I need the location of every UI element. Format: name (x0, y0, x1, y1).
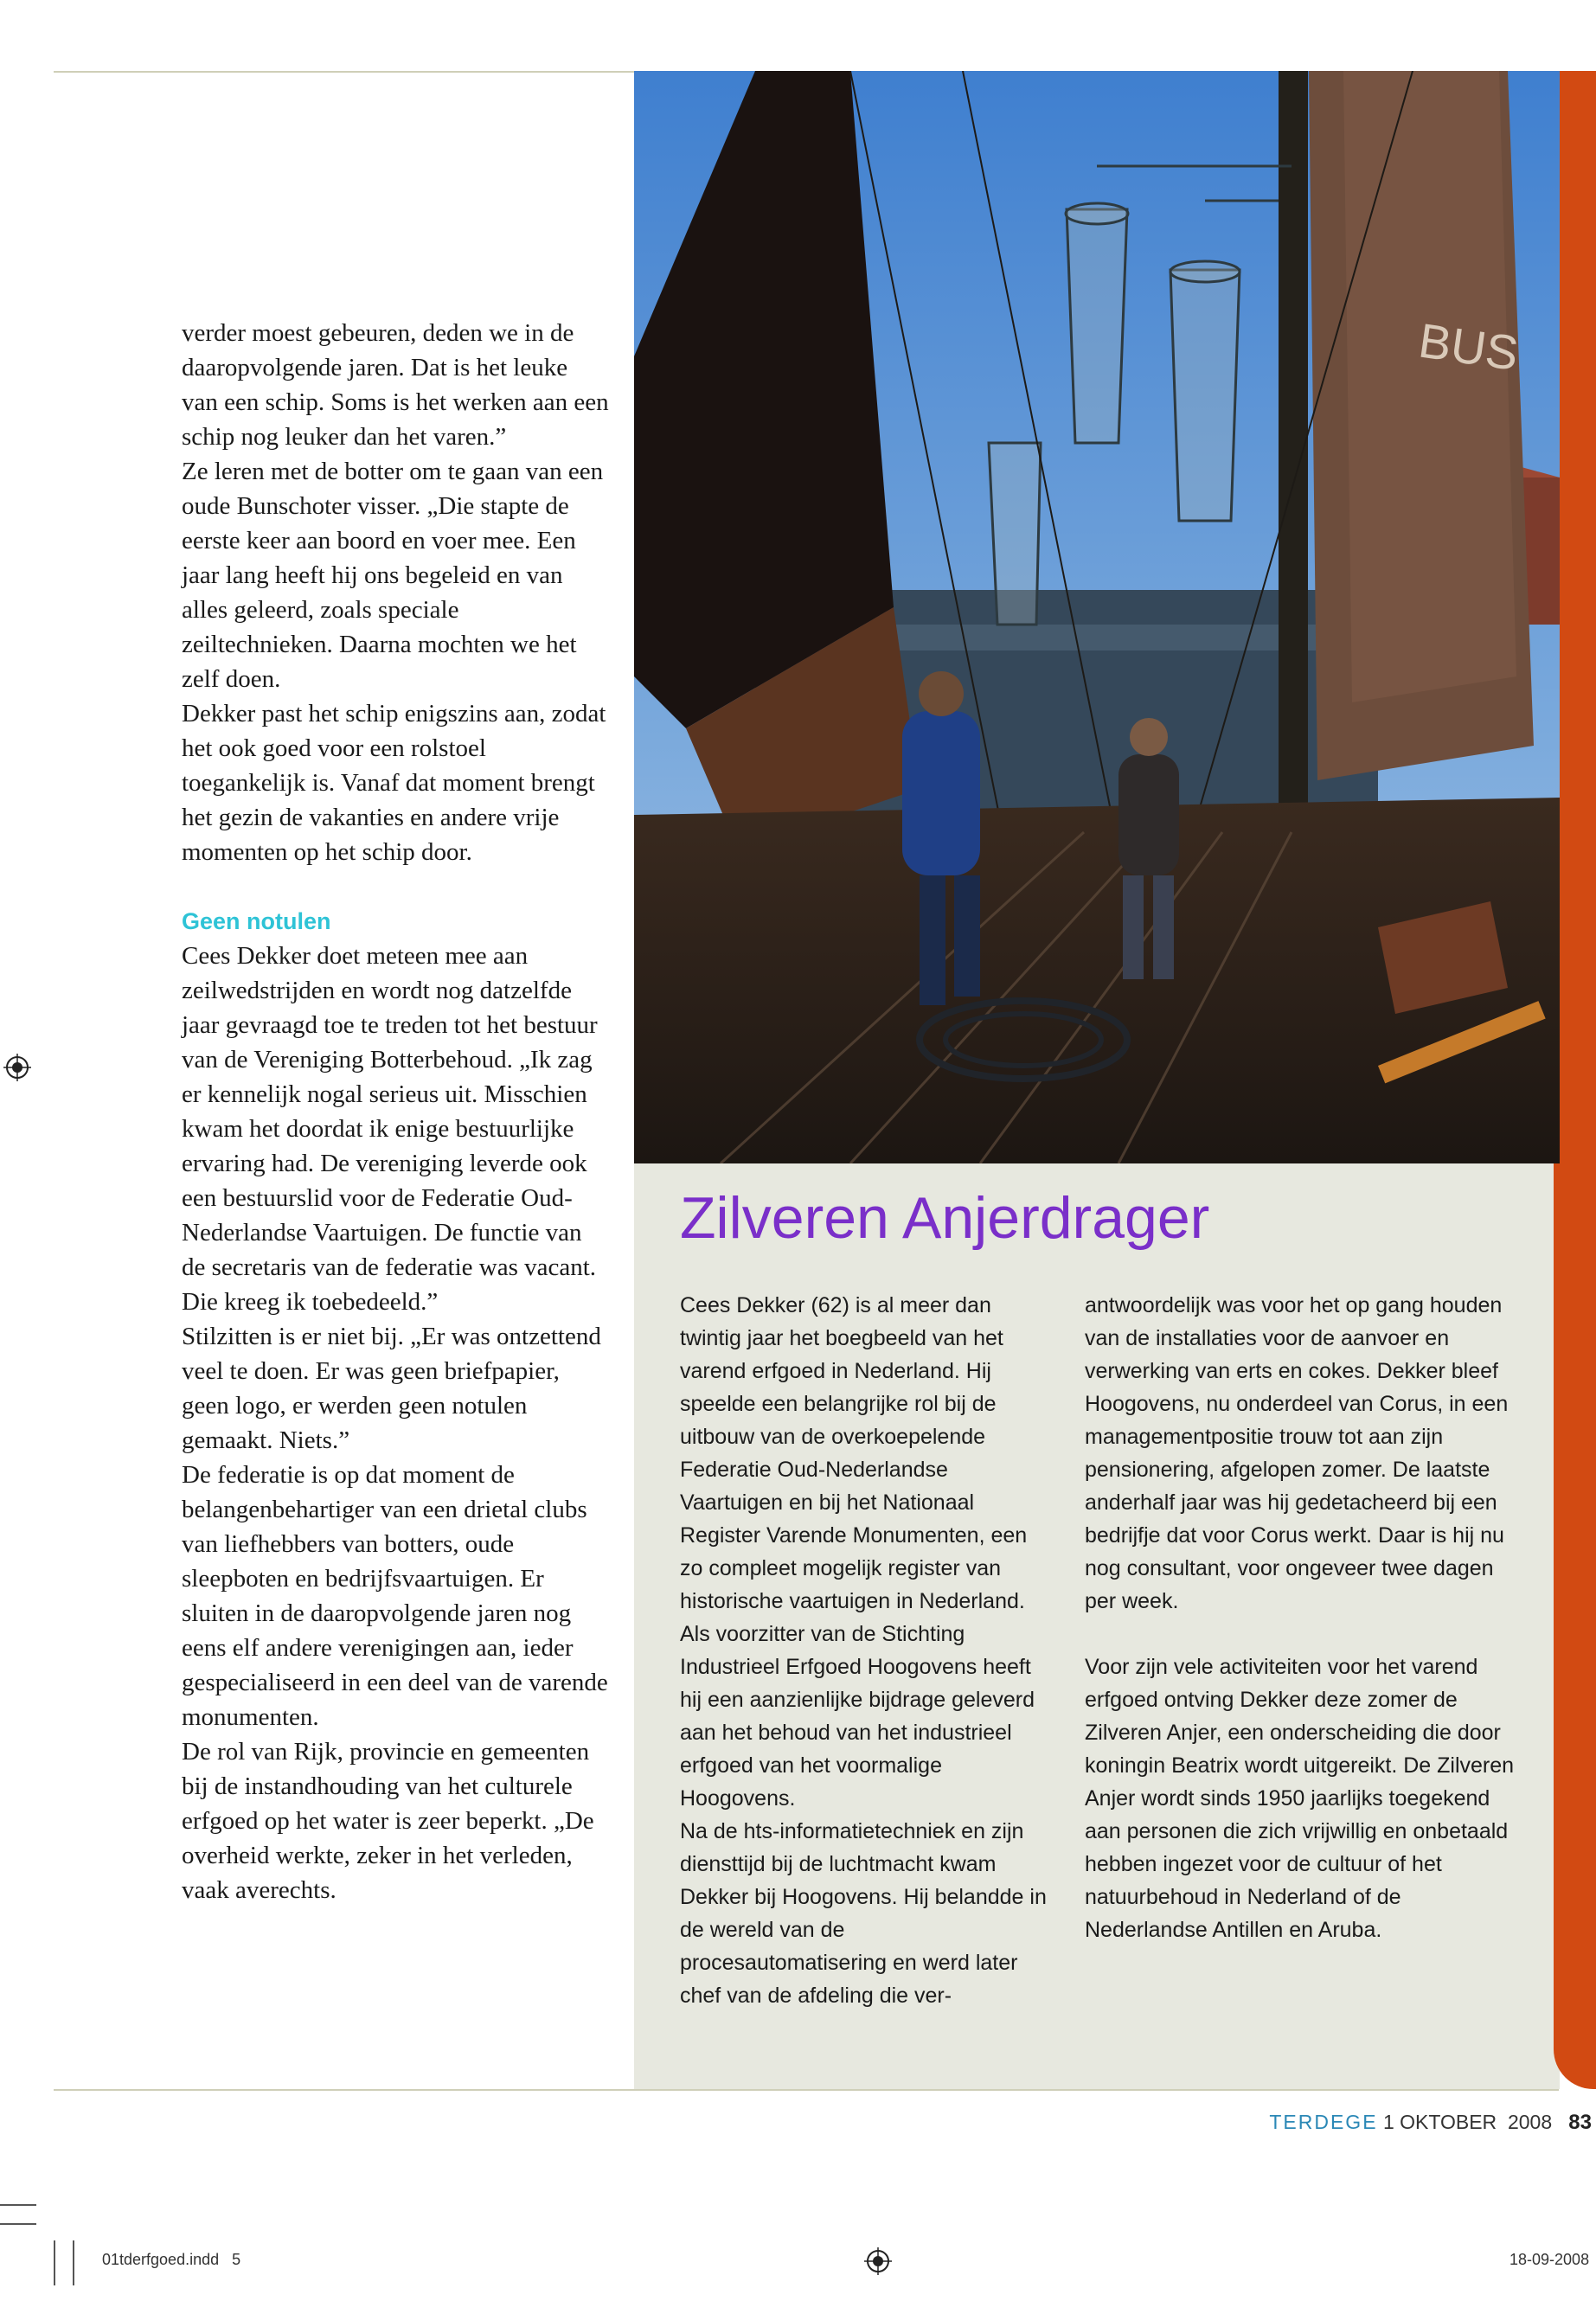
box-column-1 (680, 1289, 1052, 2012)
paragraph: Cees Dekker doet meteen mee aan zeilwedstrijden en wordt nog datzelfde jaar gevraagd toe te treden tot het bestuur van de Vereniging Botterbehoud. „Ik zag er kennelijk nogal serieus uit. Misschien kwam het doordat ik enige bestuurlijke ervaring had. De vereniging leverde ook een bestuurslid voor de Federatie Oud-Nederlandse Vaartuigen. De functie van de secretaris van de federatie was vacant. Die kreeg ik toebedeeld.” (182, 942, 598, 1316)
subheading: Geen notulen (182, 908, 331, 934)
page-number: 83 (1568, 2111, 1592, 2134)
box-paragraph: Na de hts-informatietechniek en zijn diensttijd bij de luchtmacht kwam Dekker bij Hoogovens. Hij belandde in de wereld van de procesautomatisering en werd later chef van de afdeling die ver- (680, 1819, 1047, 2008)
paragraph: verder moest gebeuren, deden we in de daaropvolgende jaren. Dat is het leuke van een schip. Soms is het werken aan een schip nog leuker dan het varen.” (182, 319, 609, 451)
box-paragraph: Als voorzitter van de Stichting Industrieel Erfgoed Hoogovens heeft hij een aanzienlijke bijdrage geleverd aan het behoud van het industrieel erfgoed van het voormalige Hoogovens. (680, 1622, 1035, 1811)
paragraph: Stilzitten is er niet bij. „Er was ontzettend veel te doen. Er was geen briefpapier, geen logo, er werden geen notulen gemaakt. Niets.” (182, 1323, 601, 1454)
crop-mark (0, 2204, 36, 2206)
sail-lettering: BUS (1415, 312, 1522, 381)
slug-date: 18-09-2008 (1509, 2251, 1590, 2268)
issue-month: OKTOBER (1400, 2111, 1497, 2133)
magazine-name: TERDEGE (1269, 2111, 1378, 2133)
registration-mark-icon (3, 1054, 31, 1081)
issue-year: 2008 (1507, 2111, 1553, 2133)
box-paragraph-spacer (1085, 1618, 1517, 1650)
slug-filename: 01tderfgoed.indd 5 (102, 2251, 241, 2268)
paragraph: Dekker past het schip enigszins aan, zodat het ook goed voor een rolstoel toegankelijk is. Vanaf dat moment brengt het gezin de vakanties en andere vrije momenten op het schip door. (182, 700, 606, 866)
paragraph: Ze leren met de botter om te gaan van een oude Bunschoter visser. „Die stapte de eerste keer aan boord en voer mee. Een jaar lang heeft hij ons begeleid en van alles geleerd, zoals speciale zeiltechnieken. Daarna mochten we het zelf doen. (182, 458, 604, 693)
box-column-2 (1085, 1289, 1517, 1946)
crop-mark (73, 2240, 74, 2285)
page-edge-tab (1554, 71, 1596, 2089)
registration-mark-icon (864, 2247, 892, 2275)
article-column (182, 316, 610, 1907)
harbor-photo (634, 71, 1560, 1163)
bottom-rule (54, 2089, 1559, 2091)
crop-mark (54, 2240, 55, 2285)
box-paragraph: antwoordelijk was voor het op gang houden van de installaties voor de aanvoer en verwerking van erts en cokes. Dekker bleef Hoogovens, nu onderdeel van Corus, in een managementpositie trouw tot aan zijn pensionering, afgelopen zomer. De laatste anderhalf jaar was hij gedetacheerd bij een bedrijfje dat voor Corus werkt. Daar is hij nu nog consultant, voor ongeveer twee dagen per week. (1085, 1293, 1509, 1613)
box-paragraph: Cees Dekker (62) is al meer dan twintig jaar het boegbeeld van het varend erfgoed in Nederland. Hij speelde een belangrijke rol bij de uitbouw van de overkoepelende Federatie Oud-Nederlandse Vaartuigen en bij het Nationaal Register Varende Monumenten, een zo compleet mogelijk register van historische vaartuigen in Nederland. (680, 1293, 1028, 1613)
folio (986, 2111, 1596, 2135)
issue-day: 1 (1382, 2111, 1394, 2133)
box-paragraph: Voor zijn vele activiteiten voor het varend erfgoed ontving Dekker deze zomer de Zilveren Anjer, een onderscheiding die door koningin Beatrix wordt uitgereikt. De Zilveren Anjer wordt sinds 1950 jaarlijks toegekend aan personen die zich vrijwillig en onbetaald hebben ingezet voor de cultuur of het natuurbehoud in Nederland of de Nederlandse Antillen en Aruba. (1085, 1655, 1515, 1942)
paragraph: De federatie is op dat moment de belangenbehartiger van een drietal clubs van liefhebbers van botters, oude sleepboten en bedrijfsvaartuigen. Er sluiten in de daaropvolgende jaren nog eens elf andere verenigingen aan, ieder gespecialiseerd in een deel van de varende monumenten. (182, 1461, 608, 1731)
paragraph: De rol van Rijk, provincie en gemeenten bij de instandhouding van het culturele erfgoed op het water is zeer beperkt. „De overheid werkte, zeker in het verleden, vaak averechts. (182, 1738, 594, 1904)
box-heading: Zilveren Anjerdrager (680, 1185, 1210, 1251)
crop-mark (0, 2223, 36, 2225)
